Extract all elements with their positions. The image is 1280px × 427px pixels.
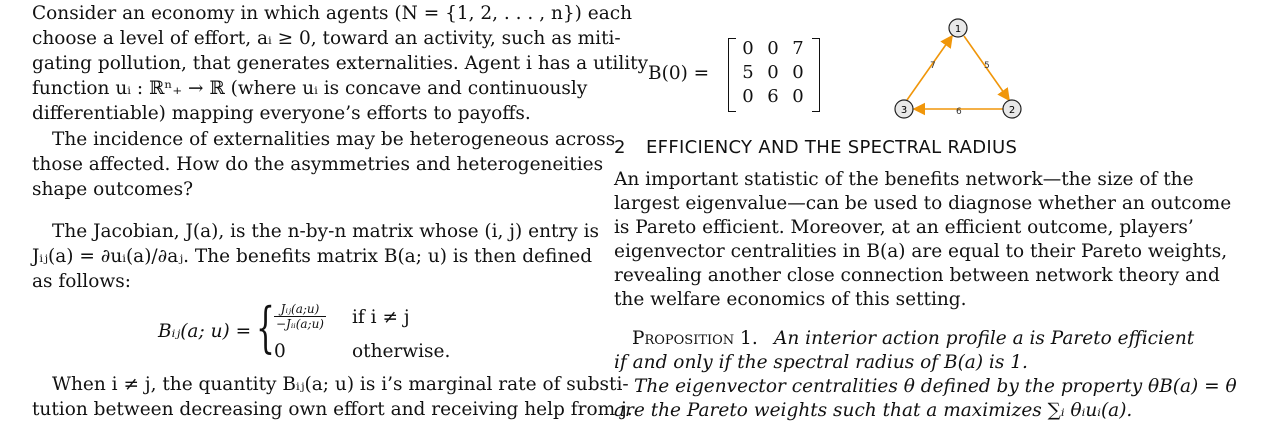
text-line: An important statistic of the benefits network—the size of the (614, 169, 1194, 190)
matrix-cell: 0 (792, 62, 804, 83)
text-line: shape outcomes? (32, 179, 193, 200)
section-title: EFFICIENCY AND THE SPECTRAL RADIUS (646, 137, 1018, 158)
text-line: the welfare economics of this setting. (614, 289, 967, 310)
text-line: tution between decreasing own effort and receiving help from j. (32, 399, 633, 420)
proposition-text: The eigenvector centralities θ defined by the property θB(a) = θ (634, 376, 1237, 397)
text-line: as follows: (32, 271, 131, 292)
proposition-text: are the Pareto weights such that a maximizes ∑ᵢ θᵢuᵢ(a). (614, 400, 1133, 421)
node-label: 3 (900, 105, 908, 116)
matrix-cell: 0 (742, 86, 754, 107)
formula-zero: 0 (274, 341, 286, 362)
proposition-text: An interior action profile a is Pareto efficient (774, 328, 1195, 349)
text-line: choose a level of effort, aᵢ ≥ 0, toward an activity, such as miti- (32, 28, 621, 49)
formula-case2: otherwise. (352, 341, 451, 362)
benefits-network-graph (890, 14, 1030, 124)
text-line: The incidence of externalities may be heterogeneous across (52, 129, 616, 150)
node-label: 1 (954, 24, 962, 35)
text-line: Jᵢⱼ(a) = ∂uᵢ(a)/∂aⱼ. The benefits matrix B(a; u) is then defined (32, 246, 593, 267)
benefits-matrix-figure (648, 32, 868, 112)
edge-weight-label: 6 (956, 107, 962, 117)
matrix-cell: 5 (742, 62, 754, 83)
fraction-numerator: Jᵢⱼ(a;u) (274, 302, 326, 317)
node-label: 2 (1008, 105, 1016, 116)
text-line: Consider an economy in which agents (N = {1, 2, . . . , n}) each (32, 3, 632, 24)
matrix-bracket-left (728, 38, 736, 112)
formula-fraction (274, 302, 326, 331)
edge-weight-label: 7 (930, 61, 936, 71)
proposition-label: Proposition 1. (632, 328, 758, 349)
edge-weight-label: 5 (984, 61, 990, 71)
text-line: largest eigenvalue—can be used to diagnose whether an outcome (614, 193, 1232, 214)
formula-lhs: Bᵢⱼ(a; u) = (158, 321, 252, 342)
text-line: is Pareto efficient. Moreover, at an efficient outcome, players’ (614, 217, 1194, 238)
text-line: gating pollution, that generates externalities. Agent i has a utility (32, 53, 649, 74)
text-line: The Jacobian, J(a), is the n-by-n matrix whose (i, j) entry is (52, 221, 600, 242)
text-line: When i ≠ j, the quantity Bᵢⱼ(a; u) is i’s marginal rate of substi- (52, 374, 629, 395)
matrix-cell: 0 (767, 38, 779, 59)
matrix-cell: 0 (792, 86, 804, 107)
section-number: 2 (614, 137, 626, 158)
benefits-formula (158, 298, 498, 364)
text-line: revealing another close connection between network theory and (614, 265, 1220, 286)
fraction-denominator: −Jᵢᵢ(a;u) (276, 317, 324, 331)
formula-case1: if i ≠ j (352, 307, 410, 328)
matrix-bracket-right (812, 38, 820, 112)
proposition-text: if and only if the spectral radius of B(a) is 1. (614, 352, 1028, 373)
text-line: differentiable) mapping everyone’s efforts to payoffs. (32, 103, 531, 124)
text-line: those affected. How do the asymmetries and heterogeneities (32, 154, 604, 175)
text-line: eigenvector centralities in B(a) are equal to their Pareto weights, (614, 241, 1228, 262)
matrix-cell: 0 (767, 62, 779, 83)
matrix-cell: 6 (767, 86, 779, 107)
formula-brace: { (256, 296, 275, 359)
text-line: function uᵢ : ℝⁿ₊ → ℝ (where uᵢ is concave and continuously (32, 78, 588, 99)
matrix-cell: 0 (742, 38, 754, 59)
matrix-cell: 7 (792, 38, 804, 59)
matrix-label: B(0) = (648, 63, 710, 84)
